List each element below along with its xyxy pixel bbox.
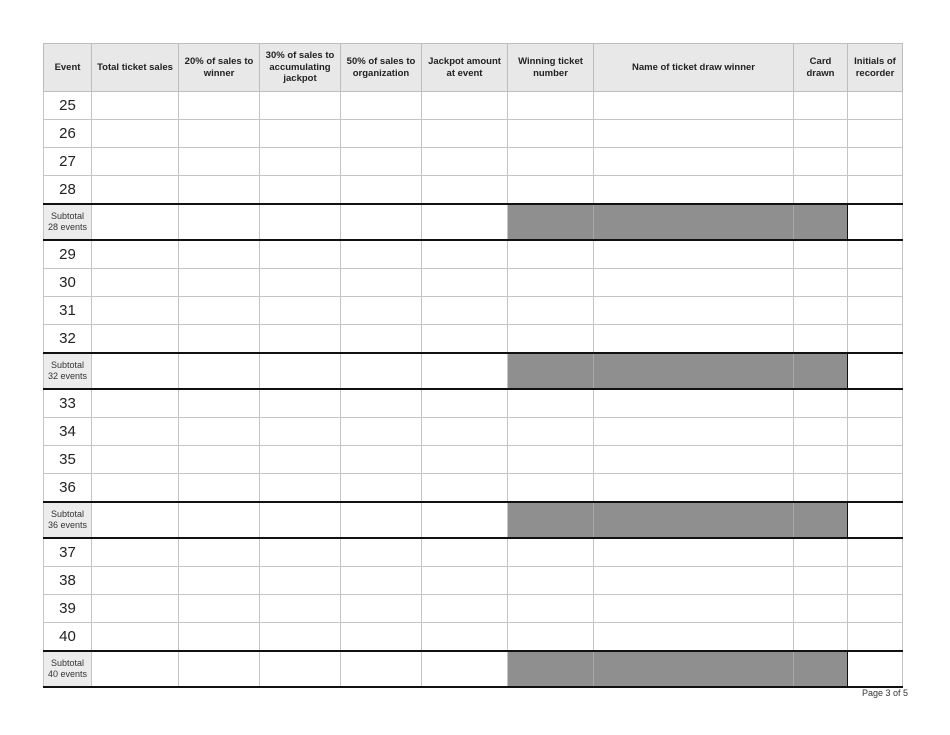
total-ticket-sales-cell[interactable] xyxy=(92,567,179,595)
subtotal-winning-ticket-shaded xyxy=(508,502,594,538)
subtotal-label xyxy=(44,651,92,687)
card-drawn-cell[interactable] xyxy=(794,269,848,297)
subtotal-card-drawn-shaded xyxy=(794,204,848,240)
jackpot-share-cell[interactable] xyxy=(260,269,341,297)
event-row xyxy=(44,389,903,418)
winning-ticket-cell[interactable] xyxy=(508,92,594,120)
event-row xyxy=(44,297,903,325)
total-ticket-sales-cell[interactable] xyxy=(92,474,179,503)
header-card-drawn: Card drawn xyxy=(794,44,848,92)
total-ticket-sales-cell[interactable] xyxy=(92,325,179,354)
card-drawn-cell[interactable] xyxy=(794,325,848,354)
event-number: 32 xyxy=(44,325,92,354)
organization-share-cell[interactable] xyxy=(341,418,422,446)
jackpot-amount-cell[interactable] xyxy=(422,325,508,354)
card-drawn-cell[interactable] xyxy=(794,474,848,503)
event-row xyxy=(44,538,903,567)
subtotal-organization-share-cell[interactable] xyxy=(341,204,422,240)
winner-share-cell[interactable] xyxy=(179,446,260,474)
recorder-initials-cell[interactable] xyxy=(848,446,903,474)
event-log-table xyxy=(43,43,903,688)
jackpot-share-cell[interactable] xyxy=(260,389,341,418)
winner-share-cell[interactable] xyxy=(179,297,260,325)
organization-share-cell[interactable] xyxy=(341,567,422,595)
recorder-initials-cell[interactable] xyxy=(848,92,903,120)
recorder-initials-cell[interactable] xyxy=(848,297,903,325)
organization-share-cell[interactable] xyxy=(341,595,422,623)
event-row xyxy=(44,446,903,474)
jackpot-share-cell[interactable] xyxy=(260,567,341,595)
card-drawn-cell[interactable] xyxy=(794,148,848,176)
jackpot-amount-cell[interactable] xyxy=(422,389,508,418)
event-number: 30 xyxy=(44,269,92,297)
subtotal-jackpot-amount-cell[interactable] xyxy=(422,353,508,389)
header-30-percent-to-jackpot: 30% of sales to accumulating jackpot xyxy=(260,44,341,92)
winning-ticket-cell[interactable] xyxy=(508,595,594,623)
winner-name-cell[interactable] xyxy=(594,297,794,325)
header-row xyxy=(44,44,903,92)
winner-share-cell[interactable] xyxy=(179,148,260,176)
organization-share-cell[interactable] xyxy=(341,325,422,354)
subtotal-recorder-initials-cell[interactable] xyxy=(848,353,903,389)
subtotal-total-ticket-sales-cell[interactable] xyxy=(92,651,179,687)
header-20-percent-to-winner: 20% of sales to winner xyxy=(179,44,260,92)
jackpot-amount-cell[interactable] xyxy=(422,623,508,652)
winning-ticket-cell[interactable] xyxy=(508,269,594,297)
recorder-initials-cell[interactable] xyxy=(848,176,903,205)
winner-share-cell[interactable] xyxy=(179,595,260,623)
jackpot-share-cell[interactable] xyxy=(260,623,341,652)
jackpot-amount-cell[interactable] xyxy=(422,120,508,148)
jackpot-amount-cell[interactable] xyxy=(422,567,508,595)
winner-share-cell[interactable] xyxy=(179,120,260,148)
winning-ticket-cell[interactable] xyxy=(508,389,594,418)
event-row xyxy=(44,120,903,148)
winning-ticket-cell[interactable] xyxy=(508,538,594,567)
winner-share-cell[interactable] xyxy=(179,418,260,446)
subtotal-winner-name-shaded xyxy=(594,353,794,389)
winner-name-cell[interactable] xyxy=(594,538,794,567)
card-drawn-cell[interactable] xyxy=(794,446,848,474)
jackpot-amount-cell[interactable] xyxy=(422,474,508,503)
subtotal-winner-share-cell[interactable] xyxy=(179,502,260,538)
subtotal-row xyxy=(44,651,903,687)
organization-share-cell[interactable] xyxy=(341,474,422,503)
subtotal-event-count: 36 events xyxy=(47,520,88,530)
organization-share-cell[interactable] xyxy=(341,148,422,176)
winner-name-cell[interactable] xyxy=(594,418,794,446)
subtotal-title: Subtotal xyxy=(50,658,85,668)
header-event: Event xyxy=(44,44,92,92)
organization-share-cell[interactable] xyxy=(341,446,422,474)
card-drawn-cell[interactable] xyxy=(794,176,848,205)
winner-share-cell[interactable] xyxy=(179,538,260,567)
jackpot-amount-cell[interactable] xyxy=(422,595,508,623)
subtotal-jackpot-share-cell[interactable] xyxy=(260,204,341,240)
event-row xyxy=(44,325,903,354)
winning-ticket-cell[interactable] xyxy=(508,567,594,595)
subtotal-jackpot-amount-cell[interactable] xyxy=(422,651,508,687)
jackpot-share-cell[interactable] xyxy=(260,297,341,325)
subtotal-row xyxy=(44,204,903,240)
header-winner-name: Name of ticket draw winner xyxy=(594,44,794,92)
total-ticket-sales-cell[interactable] xyxy=(92,418,179,446)
subtotal-total-ticket-sales-cell[interactable] xyxy=(92,204,179,240)
jackpot-share-cell[interactable] xyxy=(260,148,341,176)
winner-name-cell[interactable] xyxy=(594,120,794,148)
total-ticket-sales-cell[interactable] xyxy=(92,623,179,652)
subtotal-event-count: 40 events xyxy=(47,669,88,679)
winner-name-cell[interactable] xyxy=(594,567,794,595)
subtotal-label xyxy=(44,204,92,240)
total-ticket-sales-cell[interactable] xyxy=(92,269,179,297)
winning-ticket-cell[interactable] xyxy=(508,446,594,474)
winner-name-cell[interactable] xyxy=(594,389,794,418)
event-row xyxy=(44,474,903,503)
total-ticket-sales-cell[interactable] xyxy=(92,148,179,176)
subtotal-jackpot-amount-cell[interactable] xyxy=(422,502,508,538)
subtotal-event-count: 28 events xyxy=(47,222,88,232)
subtotal-organization-share-cell[interactable] xyxy=(341,353,422,389)
total-ticket-sales-cell[interactable] xyxy=(92,240,179,269)
jackpot-share-cell[interactable] xyxy=(260,474,341,503)
winning-ticket-cell[interactable] xyxy=(508,176,594,205)
event-row xyxy=(44,92,903,120)
jackpot-amount-cell[interactable] xyxy=(422,446,508,474)
recorder-initials-cell[interactable] xyxy=(848,389,903,418)
winning-ticket-cell[interactable] xyxy=(508,623,594,652)
jackpot-amount-cell[interactable] xyxy=(422,269,508,297)
subtotal-winner-name-shaded xyxy=(594,651,794,687)
subtotal-title: Subtotal xyxy=(50,509,85,519)
subtotal-winning-ticket-shaded xyxy=(508,204,594,240)
recorder-initials-cell[interactable] xyxy=(848,623,903,652)
winner-name-cell[interactable] xyxy=(594,92,794,120)
subtotal-label xyxy=(44,353,92,389)
event-number: 26 xyxy=(44,120,92,148)
subtotal-jackpot-amount-cell[interactable] xyxy=(422,204,508,240)
winner-share-cell[interactable] xyxy=(179,325,260,354)
header-total-ticket-sales: Total ticket sales xyxy=(92,44,179,92)
event-number: 33 xyxy=(44,389,92,418)
header-recorder-initials: Initials of recorder xyxy=(848,44,903,92)
jackpot-amount-cell[interactable] xyxy=(422,92,508,120)
recorder-initials-cell[interactable] xyxy=(848,474,903,503)
organization-share-cell[interactable] xyxy=(341,297,422,325)
winner-share-cell[interactable] xyxy=(179,176,260,205)
recorder-initials-cell[interactable] xyxy=(848,240,903,269)
jackpot-share-cell[interactable] xyxy=(260,418,341,446)
winner-name-cell[interactable] xyxy=(594,446,794,474)
organization-share-cell[interactable] xyxy=(341,269,422,297)
card-drawn-cell[interactable] xyxy=(794,240,848,269)
jackpot-share-cell[interactable] xyxy=(260,325,341,354)
subtotal-row xyxy=(44,502,903,538)
recorder-initials-cell[interactable] xyxy=(848,567,903,595)
organization-share-cell[interactable] xyxy=(341,623,422,652)
total-ticket-sales-cell[interactable] xyxy=(92,297,179,325)
subtotal-winner-name-shaded xyxy=(594,204,794,240)
event-row xyxy=(44,148,903,176)
winner-name-cell[interactable] xyxy=(594,474,794,503)
header-50-percent-to-organization: 50% of sales to organization xyxy=(341,44,422,92)
winner-name-cell[interactable] xyxy=(594,269,794,297)
winner-name-cell[interactable] xyxy=(594,148,794,176)
subtotal-card-drawn-shaded xyxy=(794,502,848,538)
recorder-initials-cell[interactable] xyxy=(848,120,903,148)
organization-share-cell[interactable] xyxy=(341,538,422,567)
subtotal-organization-share-cell[interactable] xyxy=(341,502,422,538)
header-winning-ticket-number: Winning ticket number xyxy=(508,44,594,92)
winning-ticket-cell[interactable] xyxy=(508,474,594,503)
subtotal-recorder-initials-cell[interactable] xyxy=(848,204,903,240)
winning-ticket-cell[interactable] xyxy=(508,325,594,354)
organization-share-cell[interactable] xyxy=(341,120,422,148)
jackpot-amount-cell[interactable] xyxy=(422,176,508,205)
winner-share-cell[interactable] xyxy=(179,623,260,652)
total-ticket-sales-cell[interactable] xyxy=(92,120,179,148)
recorder-initials-cell[interactable] xyxy=(848,418,903,446)
jackpot-share-cell[interactable] xyxy=(260,120,341,148)
jackpot-share-cell[interactable] xyxy=(260,595,341,623)
card-drawn-cell[interactable] xyxy=(794,297,848,325)
card-drawn-cell[interactable] xyxy=(794,389,848,418)
jackpot-share-cell[interactable] xyxy=(260,538,341,567)
header-jackpot-amount: Jackpot amount at event xyxy=(422,44,508,92)
card-drawn-cell[interactable] xyxy=(794,567,848,595)
subtotal-recorder-initials-cell[interactable] xyxy=(848,502,903,538)
recorder-initials-cell[interactable] xyxy=(848,325,903,354)
total-ticket-sales-cell[interactable] xyxy=(92,538,179,567)
subtotal-winner-share-cell[interactable] xyxy=(179,204,260,240)
jackpot-amount-cell[interactable] xyxy=(422,538,508,567)
event-number: 34 xyxy=(44,418,92,446)
card-drawn-cell[interactable] xyxy=(794,120,848,148)
event-row xyxy=(44,269,903,297)
event-number: 40 xyxy=(44,623,92,652)
card-drawn-cell[interactable] xyxy=(794,538,848,567)
winning-ticket-cell[interactable] xyxy=(508,240,594,269)
subtotal-winner-name-shaded xyxy=(594,502,794,538)
winner-share-cell[interactable] xyxy=(179,92,260,120)
total-ticket-sales-cell[interactable] xyxy=(92,446,179,474)
card-drawn-cell[interactable] xyxy=(794,92,848,120)
subtotal-title: Subtotal xyxy=(50,360,85,370)
event-row xyxy=(44,567,903,595)
recorder-initials-cell[interactable] xyxy=(848,148,903,176)
recorder-initials-cell[interactable] xyxy=(848,595,903,623)
subtotal-jackpot-share-cell[interactable] xyxy=(260,353,341,389)
winner-share-cell[interactable] xyxy=(179,567,260,595)
subtotal-jackpot-share-cell[interactable] xyxy=(260,502,341,538)
subtotal-organization-share-cell[interactable] xyxy=(341,651,422,687)
subtotal-jackpot-share-cell[interactable] xyxy=(260,651,341,687)
organization-share-cell[interactable] xyxy=(341,176,422,205)
recorder-initials-cell[interactable] xyxy=(848,269,903,297)
jackpot-amount-cell[interactable] xyxy=(422,240,508,269)
subtotal-title: Subtotal xyxy=(50,211,85,221)
subtotal-card-drawn-shaded xyxy=(794,651,848,687)
event-number: 27 xyxy=(44,148,92,176)
event-number: 35 xyxy=(44,446,92,474)
event-row xyxy=(44,176,903,205)
subtotal-winning-ticket-shaded xyxy=(508,353,594,389)
organization-share-cell[interactable] xyxy=(341,240,422,269)
subtotal-event-count: 32 events xyxy=(47,371,88,381)
event-number: 37 xyxy=(44,538,92,567)
card-drawn-cell[interactable] xyxy=(794,623,848,652)
jackpot-share-cell[interactable] xyxy=(260,176,341,205)
jackpot-share-cell[interactable] xyxy=(260,446,341,474)
winner-name-cell[interactable] xyxy=(594,176,794,205)
winner-share-cell[interactable] xyxy=(179,389,260,418)
jackpot-amount-cell[interactable] xyxy=(422,297,508,325)
event-number: 25 xyxy=(44,92,92,120)
jackpot-share-cell[interactable] xyxy=(260,240,341,269)
subtotal-winning-ticket-shaded xyxy=(508,651,594,687)
winning-ticket-cell[interactable] xyxy=(508,297,594,325)
event-number: 28 xyxy=(44,176,92,205)
event-row xyxy=(44,240,903,269)
total-ticket-sales-cell[interactable] xyxy=(92,176,179,205)
subtotal-recorder-initials-cell[interactable] xyxy=(848,651,903,687)
winner-share-cell[interactable] xyxy=(179,474,260,503)
subtotal-card-drawn-shaded xyxy=(794,353,848,389)
subtotal-winner-share-cell[interactable] xyxy=(179,353,260,389)
recorder-initials-cell[interactable] xyxy=(848,538,903,567)
winner-name-cell[interactable] xyxy=(594,240,794,269)
subtotal-total-ticket-sales-cell[interactable] xyxy=(92,353,179,389)
event-number: 36 xyxy=(44,474,92,503)
jackpot-amount-cell[interactable] xyxy=(422,148,508,176)
event-number: 29 xyxy=(44,240,92,269)
page-number: Page 3 of 5 xyxy=(861,688,908,698)
subtotal-row xyxy=(44,353,903,389)
event-number: 31 xyxy=(44,297,92,325)
winner-name-cell[interactable] xyxy=(594,325,794,354)
total-ticket-sales-cell[interactable] xyxy=(92,595,179,623)
event-row xyxy=(44,595,903,623)
event-row xyxy=(44,418,903,446)
subtotal-winner-share-cell[interactable] xyxy=(179,651,260,687)
organization-share-cell[interactable] xyxy=(341,389,422,418)
winning-ticket-cell[interactable] xyxy=(508,148,594,176)
event-number: 39 xyxy=(44,595,92,623)
subtotal-total-ticket-sales-cell[interactable] xyxy=(92,502,179,538)
winner-name-cell[interactable] xyxy=(594,595,794,623)
subtotal-label xyxy=(44,502,92,538)
card-drawn-cell[interactable] xyxy=(794,418,848,446)
winner-share-cell[interactable] xyxy=(179,240,260,269)
winner-share-cell[interactable] xyxy=(179,269,260,297)
event-row xyxy=(44,623,903,652)
event-number: 38 xyxy=(44,567,92,595)
winning-ticket-cell[interactable] xyxy=(508,120,594,148)
total-ticket-sales-cell[interactable] xyxy=(92,92,179,120)
jackpot-amount-cell[interactable] xyxy=(422,418,508,446)
winning-ticket-cell[interactable] xyxy=(508,418,594,446)
total-ticket-sales-cell[interactable] xyxy=(92,389,179,418)
winner-name-cell[interactable] xyxy=(594,623,794,652)
card-drawn-cell[interactable] xyxy=(794,595,848,623)
jackpot-share-cell[interactable] xyxy=(260,92,341,120)
organization-share-cell[interactable] xyxy=(341,92,422,120)
